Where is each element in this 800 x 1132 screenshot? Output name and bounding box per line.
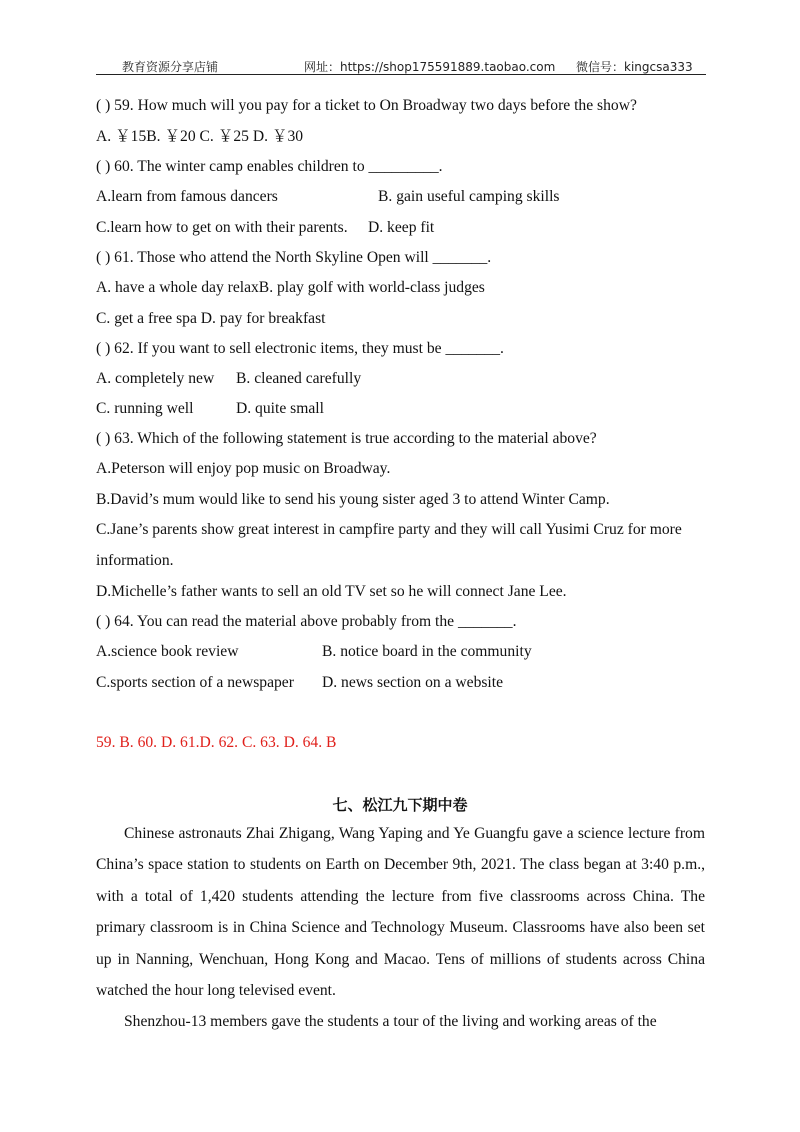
passage-paragraph-1: Chinese astronauts Zhai Zhigang, Wang Yaping and Ye Guangfu gave a science lecture from China’s space station to students on Earth on December 9th, 2021. The class began at 3:40 p.m., with a total of 1,420 students attending the lecture from five classrooms across China. The primary classroom is in China Science and Technology Museum. Classrooms have also been set up in Nanning, Wenchuan, Hong Kong and Macao. Tens of millions of students across China watched the hour long televised event. [96, 825, 705, 1000]
question-59-stem: ( ) 59. How much will you pay for a ticket to On Broadway two days before the show? [96, 97, 637, 114]
option-b: B. cleaned carefully [236, 370, 362, 387]
option-b: B. notice board in the community [322, 643, 532, 660]
option-c: C.learn how to get on with their parents. [96, 219, 348, 236]
header-shop-name: 教育资源分享店铺 [122, 60, 219, 74]
passage-paragraph-2: Shenzhou-13 members gave the students a tour of the living and working areas of the [124, 1013, 657, 1030]
question-63-option-d: D.Michelle’s father wants to sell an old TV set so he will connect Jane Lee. [96, 583, 567, 600]
option-d: D. news section on a website [322, 674, 504, 691]
question-61-stem: ( ) 61. Those who attend the North Skyline Open will _______. [96, 249, 492, 266]
question-63-option-c-line2: information. [96, 552, 174, 569]
question-61-options-cd: C. get a free spa D. pay for breakfast [96, 310, 326, 327]
option-a: A.learn from famous dancers [96, 188, 278, 205]
question-63-option-b: B.David’s mum would like to send his young sister aged 3 to attend Winter Camp. [96, 491, 610, 508]
option-d: D. quite small [236, 400, 324, 417]
section-title: 七、松江九下期中卷 [332, 796, 468, 814]
option-c: C. running well [96, 400, 194, 417]
option-a: A.science book review [96, 643, 239, 660]
header-url: 网址：https://shop175591889.taobao.com [304, 60, 556, 74]
question-64-options-row2 [96, 673, 696, 693]
question-60-options-row2 [96, 218, 696, 238]
option-c: C.sports section of a newspaper [96, 674, 294, 691]
question-63-stem: ( ) 63. Which of the following statement is true according to the material above? [96, 430, 597, 447]
option-d: D. keep fit [368, 219, 435, 236]
question-63-option-a: A.Peterson will enjoy pop music on Broadway. [96, 460, 391, 477]
question-60-stem: ( ) 60. The winter camp enables children to _________. [96, 158, 443, 175]
question-64-stem: ( ) 64. You can read the material above probably from the _______. [96, 613, 517, 630]
page-header [96, 52, 706, 75]
question-64-options-row1 [96, 642, 696, 662]
question-60-options-row1 [96, 187, 696, 207]
question-62-options-row2 [96, 399, 696, 419]
question-59-options: A. ￥15B. ￥20 C. ￥25 D. ￥30 [96, 128, 304, 145]
question-61-options-ab: A. have a whole day relaxB. play golf with world-class judges [96, 279, 485, 296]
question-62-options-row1 [96, 369, 696, 389]
question-63-option-c-line1: C.Jane’s parents show great interest in campfire party and they will call Yusimi Cruz for more [96, 521, 682, 538]
option-a: A. completely new [96, 370, 215, 387]
option-b: B. gain useful camping skills [378, 188, 560, 205]
header-wechat: 微信号：kingcsa333 [576, 60, 693, 74]
question-62-stem: ( ) 62. If you want to sell electronic items, they must be _______. [96, 340, 504, 357]
answer-key: 59. B. 60. D. 61.D. 62. C. 63. D. 64. B [96, 734, 337, 751]
